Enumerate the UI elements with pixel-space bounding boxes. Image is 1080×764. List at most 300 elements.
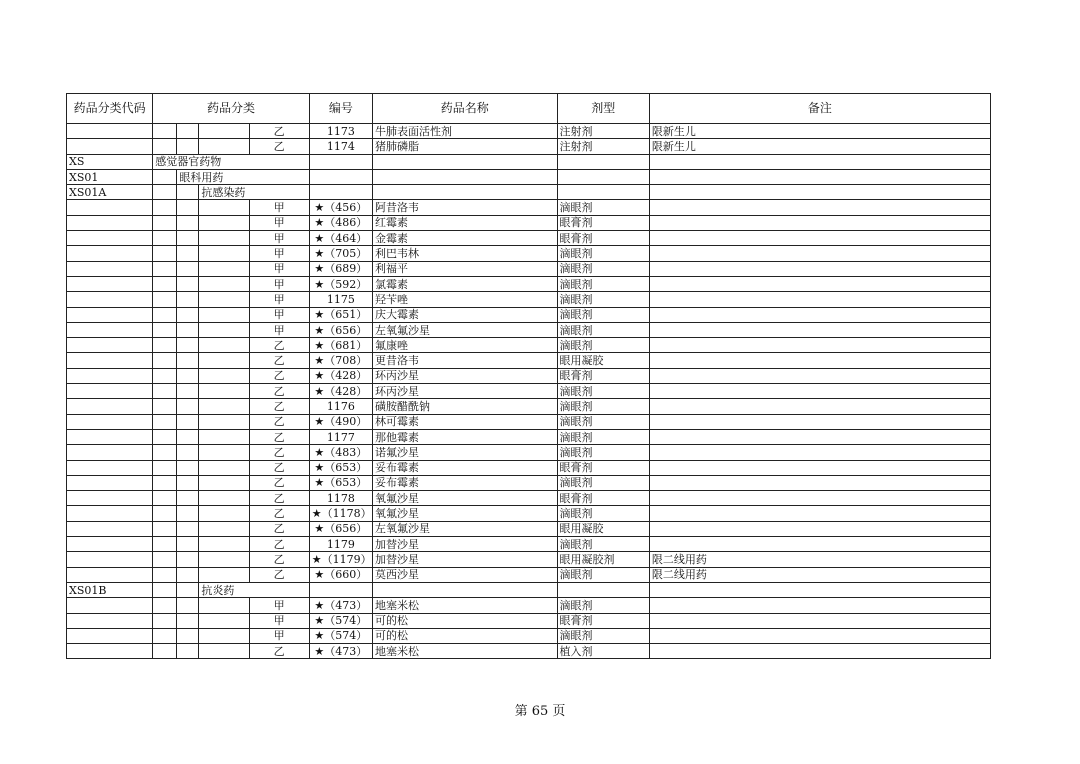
number-cell — [309, 582, 372, 597]
category-code-cell — [67, 537, 153, 552]
grade-cell: 甲 — [249, 276, 309, 291]
category-level1-cell — [153, 567, 177, 582]
category-code-cell — [67, 567, 153, 582]
table-row — [67, 628, 991, 643]
remarks-cell — [649, 414, 990, 429]
number-cell: 1176 — [309, 399, 372, 414]
header-remarks: 备注 — [649, 94, 990, 124]
category-level1-cell — [153, 582, 177, 597]
dosage-form-cell: 眼膏剂 — [557, 368, 649, 383]
grade-cell: 甲 — [249, 322, 309, 337]
remarks-cell — [649, 537, 990, 552]
category-level3-cell — [199, 414, 249, 429]
drug-name-cell: 妥布霉素 — [372, 460, 557, 475]
drug-name-cell: 诺氟沙星 — [372, 445, 557, 460]
category-code-cell — [67, 261, 153, 276]
category-level3-cell — [199, 521, 249, 536]
drug-name-cell: 利福平 — [372, 261, 557, 276]
category-level1-cell — [153, 215, 177, 230]
category-level2-cell — [177, 215, 199, 230]
category-code-cell — [67, 139, 153, 154]
grade-cell: 乙 — [249, 537, 309, 552]
dosage-form-cell: 滴眼剂 — [557, 445, 649, 460]
table-row — [67, 491, 991, 506]
category-level3-cell — [199, 368, 249, 383]
drug-name-cell: 氯霉素 — [372, 276, 557, 291]
drug-name-cell: 莫西沙星 — [372, 567, 557, 582]
drug-name-cell: 金霉素 — [372, 231, 557, 246]
number-cell: ★（656） — [309, 521, 372, 536]
drug-name-cell: 加替沙星 — [372, 552, 557, 567]
table-row — [67, 644, 991, 659]
remarks-cell — [649, 261, 990, 276]
grade-cell: 甲 — [249, 231, 309, 246]
category-code-cell — [67, 552, 153, 567]
category-level2-cell — [177, 445, 199, 460]
drug-name-cell: 环丙沙星 — [372, 384, 557, 399]
drug-name-cell: 更昔洛韦 — [372, 353, 557, 368]
table-row — [67, 307, 991, 322]
number-cell: ★（428） — [309, 368, 372, 383]
category-level1-cell — [153, 322, 177, 337]
grade-cell: 乙 — [249, 552, 309, 567]
category-level1-cell — [153, 429, 177, 444]
table-row — [67, 429, 991, 444]
category-level2-cell — [177, 368, 199, 383]
dosage-form-cell: 滴眼剂 — [557, 322, 649, 337]
grade-cell: 乙 — [249, 644, 309, 659]
grade-cell: 甲 — [249, 292, 309, 307]
dosage-form-cell: 滴眼剂 — [557, 307, 649, 322]
grade-cell: 乙 — [249, 124, 309, 139]
drug-name-cell: 地塞米松 — [372, 644, 557, 659]
category-code-cell — [67, 276, 153, 291]
table-row — [67, 169, 991, 184]
grade-cell: 乙 — [249, 445, 309, 460]
remarks-cell — [649, 582, 990, 597]
dosage-form-cell — [557, 582, 649, 597]
category-level3-cell — [199, 429, 249, 444]
dosage-form-cell: 眼膏剂 — [557, 460, 649, 475]
table-row — [67, 598, 991, 613]
table-row — [67, 414, 991, 429]
category-level2-cell — [177, 429, 199, 444]
category-level1-cell — [153, 169, 177, 184]
table-row — [67, 521, 991, 536]
number-cell: ★（708） — [309, 353, 372, 368]
category-level1-cell — [153, 261, 177, 276]
category-level1-cell — [153, 368, 177, 383]
table-row — [67, 200, 991, 215]
header-dosage-form: 剂型 — [557, 94, 649, 124]
category-level3-cell — [199, 598, 249, 613]
dosage-form-cell: 滴眼剂 — [557, 292, 649, 307]
grade-cell: 甲 — [249, 261, 309, 276]
category-level3-cell — [199, 200, 249, 215]
category-code-cell — [67, 460, 153, 475]
category-level1-cell — [153, 628, 177, 643]
dosage-form-cell: 滴眼剂 — [557, 384, 649, 399]
remarks-cell — [649, 368, 990, 383]
remarks-cell — [649, 322, 990, 337]
header-category-code: 药品分类代码 — [67, 94, 153, 124]
category-level1-cell — [153, 246, 177, 261]
number-cell: ★（574） — [309, 628, 372, 643]
drug-name-cell: 可的松 — [372, 613, 557, 628]
category-code-cell — [67, 215, 153, 230]
drug-name-cell — [372, 185, 557, 200]
dosage-form-cell — [557, 169, 649, 184]
remarks-cell — [649, 429, 990, 444]
category-code-cell — [67, 613, 153, 628]
number-cell: 1175 — [309, 292, 372, 307]
dosage-form-cell: 滴眼剂 — [557, 628, 649, 643]
dosage-form-cell: 注射剂 — [557, 124, 649, 139]
category-code-cell — [67, 521, 153, 536]
category-level1-cell — [153, 353, 177, 368]
category-level3-cell — [199, 246, 249, 261]
remarks-cell: 限二线用药 — [649, 567, 990, 582]
remarks-cell — [649, 292, 990, 307]
category-level1-cell — [153, 506, 177, 521]
category-code-cell — [67, 414, 153, 429]
category-code-cell — [67, 445, 153, 460]
category-level3-cell — [199, 552, 249, 567]
category-level2-cell — [177, 414, 199, 429]
number-cell: ★（428） — [309, 384, 372, 399]
category-level3-cell — [199, 215, 249, 230]
category-level3-cell — [199, 567, 249, 582]
remarks-cell — [649, 475, 990, 490]
category-level2-cell — [177, 231, 199, 246]
category-level3-cell — [199, 338, 249, 353]
grade-cell: 乙 — [249, 139, 309, 154]
remarks-cell — [649, 521, 990, 536]
category-level3-cell — [199, 644, 249, 659]
drug-name-cell: 妥布霉素 — [372, 475, 557, 490]
remarks-cell — [649, 399, 990, 414]
table-row — [67, 261, 991, 276]
number-cell — [309, 185, 372, 200]
category-level2-cell — [177, 307, 199, 322]
number-cell: ★（483） — [309, 445, 372, 460]
number-cell: ★（456） — [309, 200, 372, 215]
number-cell: 1178 — [309, 491, 372, 506]
table-row — [67, 475, 991, 490]
category-level2-cell — [177, 506, 199, 521]
category-level3-cell — [199, 399, 249, 414]
category-code-cell — [67, 384, 153, 399]
category-level3-cell — [199, 475, 249, 490]
category-level3-cell — [199, 322, 249, 337]
category-level2-cell — [177, 185, 199, 200]
remarks-cell: 限新生儿 — [649, 124, 990, 139]
category-level1-cell — [153, 613, 177, 628]
drug-name-cell: 磺胺醋酰钠 — [372, 399, 557, 414]
dosage-form-cell: 眼用凝胶 — [557, 521, 649, 536]
category-level3-cell — [199, 460, 249, 475]
remarks-cell — [649, 231, 990, 246]
drug-name-cell: 氧氟沙星 — [372, 491, 557, 506]
remarks-cell — [649, 185, 990, 200]
category-level3-cell — [199, 445, 249, 460]
grade-cell: 乙 — [249, 475, 309, 490]
drug-name-cell: 猪肺磷脂 — [372, 139, 557, 154]
table-row — [67, 231, 991, 246]
category-level3-cell — [199, 537, 249, 552]
dosage-form-cell: 眼用凝胶 — [557, 353, 649, 368]
grade-cell: 甲 — [249, 246, 309, 261]
category-level1-cell — [153, 384, 177, 399]
category-level1-cell: 感觉器官药物 — [153, 154, 309, 169]
grade-cell: 乙 — [249, 429, 309, 444]
grade-cell: 乙 — [249, 353, 309, 368]
table-row — [67, 292, 991, 307]
category-level2-cell — [177, 628, 199, 643]
category-level1-cell — [153, 445, 177, 460]
grade-cell: 乙 — [249, 399, 309, 414]
dosage-form-cell: 滴眼剂 — [557, 537, 649, 552]
number-cell: ★（486） — [309, 215, 372, 230]
header-category: 药品分类 — [153, 94, 309, 124]
category-code-cell — [67, 491, 153, 506]
category-code-cell — [67, 368, 153, 383]
table-row — [67, 537, 991, 552]
drug-name-cell: 加替沙星 — [372, 537, 557, 552]
table-row — [67, 154, 991, 169]
category-level1-cell — [153, 414, 177, 429]
category-level2-cell — [177, 521, 199, 536]
number-cell: 1177 — [309, 429, 372, 444]
drug-name-cell — [372, 169, 557, 184]
number-cell: ★（705） — [309, 246, 372, 261]
grade-cell: 乙 — [249, 521, 309, 536]
grade-cell: 乙 — [249, 491, 309, 506]
number-cell: 1173 — [309, 124, 372, 139]
grade-cell: 甲 — [249, 628, 309, 643]
table-row — [67, 384, 991, 399]
table-row — [67, 338, 991, 353]
remarks-cell — [649, 613, 990, 628]
category-code-cell — [67, 124, 153, 139]
category-level1-cell — [153, 460, 177, 475]
drug-name-cell: 左氧氟沙星 — [372, 322, 557, 337]
category-code-cell: XS — [67, 154, 153, 169]
category-code-cell — [67, 231, 153, 246]
drug-name-cell: 阿昔洛韦 — [372, 200, 557, 215]
remarks-cell — [649, 353, 990, 368]
number-cell: ★（592） — [309, 276, 372, 291]
category-level2-cell — [177, 613, 199, 628]
category-level2-cell — [177, 292, 199, 307]
category-level2-cell — [177, 399, 199, 414]
header-row — [67, 94, 991, 124]
remarks-cell — [649, 154, 990, 169]
grade-cell: 甲 — [249, 613, 309, 628]
category-level3-cell: 抗炎药 — [199, 582, 309, 597]
drug-name-cell: 那他霉素 — [372, 429, 557, 444]
table-row — [67, 215, 991, 230]
table-row — [67, 567, 991, 582]
category-code-cell — [67, 200, 153, 215]
category-level2-cell — [177, 552, 199, 567]
category-code-cell: XS01 — [67, 169, 153, 184]
grade-cell: 甲 — [249, 200, 309, 215]
category-level1-cell — [153, 292, 177, 307]
category-level2-cell — [177, 582, 199, 597]
category-level1-cell — [153, 124, 177, 139]
grade-cell: 乙 — [249, 338, 309, 353]
category-code-cell — [67, 246, 153, 261]
dosage-form-cell: 眼膏剂 — [557, 215, 649, 230]
remarks-cell — [649, 598, 990, 613]
category-level2-cell — [177, 353, 199, 368]
category-level1-cell — [153, 185, 177, 200]
grade-cell: 甲 — [249, 307, 309, 322]
category-level2-cell — [177, 338, 199, 353]
category-level3-cell — [199, 124, 249, 139]
remarks-cell — [649, 307, 990, 322]
category-level1-cell — [153, 644, 177, 659]
number-cell: 1179 — [309, 537, 372, 552]
number-cell — [309, 169, 372, 184]
category-level2-cell — [177, 384, 199, 399]
remarks-cell — [649, 460, 990, 475]
category-code-cell — [67, 628, 153, 643]
remarks-cell — [649, 506, 990, 521]
category-level3-cell — [199, 276, 249, 291]
dosage-form-cell: 滴眼剂 — [557, 261, 649, 276]
drug-name-cell: 羟苄唑 — [372, 292, 557, 307]
number-cell: 1174 — [309, 139, 372, 154]
drug-name-cell: 牛肺表面活性剂 — [372, 124, 557, 139]
table-row — [67, 552, 991, 567]
dosage-form-cell — [557, 185, 649, 200]
dosage-form-cell: 滴眼剂 — [557, 276, 649, 291]
category-code-cell: XS01B — [67, 582, 153, 597]
number-cell: ★（464） — [309, 231, 372, 246]
category-level1-cell — [153, 475, 177, 490]
category-level1-cell — [153, 552, 177, 567]
remarks-cell — [649, 491, 990, 506]
category-level1-cell — [153, 276, 177, 291]
page-number: 第 65 页 — [514, 704, 566, 719]
category-level2-cell — [177, 200, 199, 215]
dosage-form-cell: 滴眼剂 — [557, 246, 649, 261]
drug-name-cell: 可的松 — [372, 628, 557, 643]
category-code-cell — [67, 644, 153, 659]
number-cell: ★（689） — [309, 261, 372, 276]
category-level2-cell — [177, 567, 199, 582]
category-level3-cell — [199, 613, 249, 628]
remarks-cell — [649, 445, 990, 460]
category-code-cell — [67, 506, 153, 521]
table-row — [67, 460, 991, 475]
number-cell: ★（660） — [309, 567, 372, 582]
category-level2-cell — [177, 460, 199, 475]
table-row — [67, 139, 991, 154]
drug-name-cell — [372, 582, 557, 597]
dosage-form-cell: 滴眼剂 — [557, 429, 649, 444]
category-code-cell — [67, 307, 153, 322]
category-level2-cell — [177, 644, 199, 659]
category-level3-cell — [199, 292, 249, 307]
table-row — [67, 506, 991, 521]
remarks-cell — [649, 200, 990, 215]
dosage-form-cell: 滴眼剂 — [557, 475, 649, 490]
category-level2-cell — [177, 322, 199, 337]
category-code-cell — [67, 292, 153, 307]
remarks-cell — [649, 384, 990, 399]
category-level3-cell — [199, 261, 249, 276]
remarks-cell — [649, 644, 990, 659]
dosage-form-cell: 眼膏剂 — [557, 613, 649, 628]
number-cell: ★（473） — [309, 644, 372, 659]
remarks-cell: 限二线用药 — [649, 552, 990, 567]
category-code-cell — [67, 429, 153, 444]
category-code-cell — [67, 598, 153, 613]
dosage-form-cell: 滴眼剂 — [557, 399, 649, 414]
category-level2-cell — [177, 276, 199, 291]
table-row — [67, 185, 991, 200]
remarks-cell — [649, 246, 990, 261]
table-row — [67, 582, 991, 597]
grade-cell: 甲 — [249, 598, 309, 613]
category-level2-cell: 眼科用药 — [177, 169, 309, 184]
category-level1-cell — [153, 139, 177, 154]
category-level2-cell — [177, 246, 199, 261]
category-code-cell — [67, 353, 153, 368]
header-number: 编号 — [309, 94, 372, 124]
table-row — [67, 353, 991, 368]
category-level3-cell — [199, 491, 249, 506]
grade-cell: 乙 — [249, 414, 309, 429]
table-row — [67, 276, 991, 291]
category-code-cell — [67, 338, 153, 353]
drug-name-cell: 利巴韦林 — [372, 246, 557, 261]
drug-name-cell: 氟康唑 — [372, 338, 557, 353]
number-cell: ★（656） — [309, 322, 372, 337]
category-code-cell: XS01A — [67, 185, 153, 200]
remarks-cell — [649, 628, 990, 643]
drug-name-cell: 红霉素 — [372, 215, 557, 230]
dosage-form-cell: 滴眼剂 — [557, 200, 649, 215]
drug-name-cell — [372, 154, 557, 169]
table-row — [67, 246, 991, 261]
category-code-cell — [67, 322, 153, 337]
category-level3-cell — [199, 628, 249, 643]
category-level2-cell — [177, 261, 199, 276]
category-level1-cell — [153, 307, 177, 322]
category-level3-cell — [199, 139, 249, 154]
drug-name-cell: 林可霉素 — [372, 414, 557, 429]
category-level2-cell — [177, 537, 199, 552]
category-code-cell — [67, 399, 153, 414]
category-level2-cell — [177, 491, 199, 506]
number-cell: ★（1179） — [309, 552, 372, 567]
dosage-form-cell: 眼用凝胶剂 — [557, 552, 649, 567]
category-level3-cell — [199, 231, 249, 246]
grade-cell: 乙 — [249, 384, 309, 399]
category-code-cell — [67, 475, 153, 490]
number-cell: ★（653） — [309, 475, 372, 490]
drug-name-cell: 氧氟沙星 — [372, 506, 557, 521]
number-cell — [309, 154, 372, 169]
drug-name-cell: 地塞米松 — [372, 598, 557, 613]
drug-name-cell: 左氧氟沙星 — [372, 521, 557, 536]
category-level3-cell — [199, 353, 249, 368]
table-row — [67, 613, 991, 628]
